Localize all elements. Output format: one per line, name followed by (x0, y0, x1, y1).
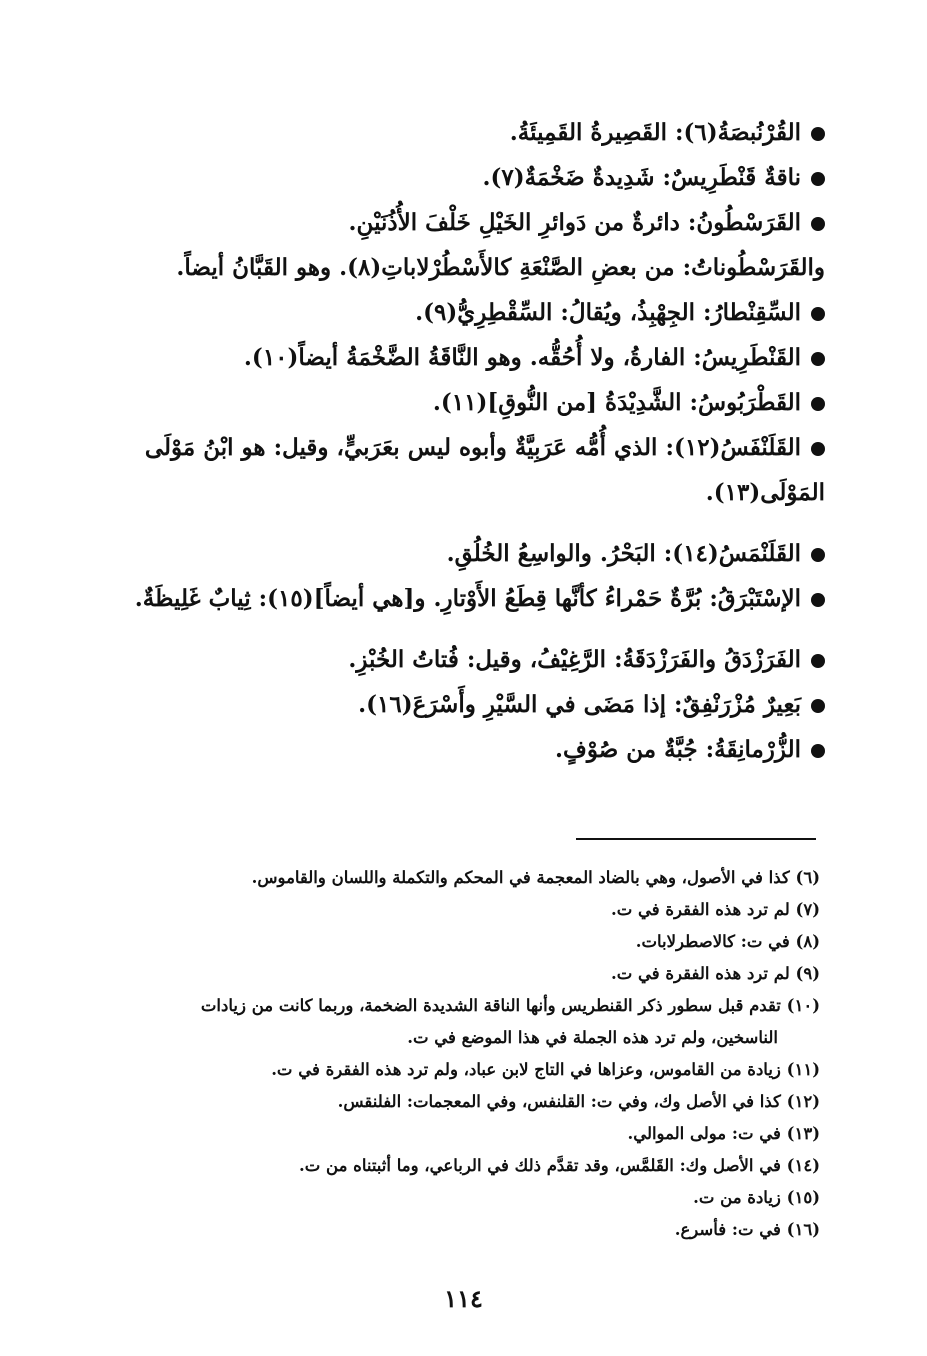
footnote-12 (90, 1086, 820, 1118)
footnote-text: كذا في الأصل وك، وفي ت: القلنفس، وفي المعجمات: الفلنقس. (337, 1092, 781, 1111)
footnote-number: (١٤) (786, 1156, 820, 1175)
footnote-15 (90, 1182, 820, 1214)
footnote-11 (90, 1054, 820, 1086)
entry-text: الإسْتَبْرَقُ: بُرَّةٌ حَمْراءُ كأنَّها قِطَعُ الأَوْتارِ. و[هي أيضاً](١٥): ثِيابٌ غَلِيظَةٌ. (134, 585, 801, 612)
entry-muzranfiq (90, 682, 825, 727)
footnote-6 (90, 862, 820, 894)
bullet-icon (811, 548, 825, 562)
footnote-number: (١٥) (786, 1188, 820, 1207)
footnote-9 (90, 958, 820, 990)
entry-qarastun (90, 200, 825, 245)
footnote-text: لم ترد هذه الفقرة في ت. (610, 964, 790, 983)
footnote-text: زيادة من ت. (693, 1188, 781, 1207)
footnote-text: تقدم قبل سطور ذكر القنطريس وأنها الناقة الشديدة الضخمة، وربما كانت من زيادات (200, 996, 781, 1015)
footnote-number: (١٦) (786, 1220, 820, 1239)
entry-text: القَرَسْطُونُ: دائرةٌ من دَوائرِ الخَيْلِ خَلْفَ الأُذُنَيْنِ. (348, 209, 801, 236)
footnote-10 (90, 990, 820, 1022)
footnote-14 (90, 1150, 820, 1182)
bullet-icon (811, 352, 825, 366)
footnote-text: في ت: كالاصطرلابات. (635, 932, 790, 951)
entry-text: السِّقِنْطارُ: الجِهْبِذُ، ويُقالُ: السِّقْطِرِيُّ(٩). (415, 299, 801, 326)
footnote-text: الناسخين، ولم ترد هذه الجملة في هذا الموضع في ت. (407, 1028, 778, 1047)
entry-text: القَلَنْفَسُ(١٢): الذي أُمُّه عَرَبِيَّةٌ وأبوه ليس بعَرَبيٍّ، وقيل: هو ابْنُ مَوْلَى المَوْلَى(١٣). (144, 434, 825, 506)
bullet-icon (811, 217, 825, 231)
footnote-7 (90, 894, 820, 926)
entry-text: ناقةٌ قَنْطَرِيسٌ: شَدِيدةٌ ضَخْمَةٌ(٧). (482, 164, 801, 191)
entry-qantaris (90, 335, 825, 380)
entry-qatrabus (90, 380, 825, 425)
main-text (90, 110, 825, 772)
footnote-text: كذا في الأصول، وهي بالضاد المعجمة في المحكم والتكملة واللسان والقاموس. (251, 868, 790, 887)
footnote-text: في الأصل وك: القَلمَّس، وقد تقدَّم ذلك في الرباعي، وما أثبتناه من ت. (299, 1156, 781, 1175)
bullet-icon (811, 307, 825, 321)
footnote-text: في ت: مولى الموالي. (627, 1124, 781, 1143)
footnote-text: في ت: فأسرع. (674, 1220, 781, 1239)
footnote-8 (90, 926, 820, 958)
entry-text: الفَرَزْدَقُ والفَرَزْدَقَةُ: الرَّغِيْفُ، وقيل: فُتاتُ الخُبْزِ. (348, 646, 801, 673)
bullet-icon (811, 172, 825, 186)
bullet-icon (811, 442, 825, 456)
bullet-icon (811, 397, 825, 411)
entry-farazdaq (90, 637, 825, 682)
entry-text: القَنْطَرِيسُ: الفارةُ، ولا أُحُقُّه. وهو النَّاقَةُ الضَّخْمَةُ أيضاً(١٠). (243, 344, 801, 371)
entry-text: والقَرَسْطُوناتُ: من بعضِ الصَّنْعَةِ كالأَسْطُرْلاباتِ(٨). وهو القَبَّانُ أيضاً. (176, 254, 825, 281)
footnote-text: لم ترد هذه الفقرة في ت. (610, 900, 790, 919)
entry-zurmaniqa (90, 727, 825, 772)
entry-text: الزُّرْمانِقَةُ: جُبَّةٌ من صُوْفٍ. (555, 736, 801, 763)
entry-text: القَلَنْمَسُ(١٤): البَحْرُ. والواسِعُ الخُلُقِ. (446, 540, 801, 567)
entry-qurnubsa (90, 110, 825, 155)
page-number: ١١٤ (444, 1284, 483, 1313)
footnote-text: زيادة من القاموس، وعزاها في التاج لابن عباد، ولم ترد هذه الفقرة في ت. (271, 1060, 781, 1079)
footnote-number: (١٢) (786, 1092, 820, 1111)
bullet-icon (811, 654, 825, 668)
entry-qalanfas (90, 425, 825, 515)
footnote-10-continued (90, 1022, 820, 1054)
entry-siqintar (90, 290, 825, 335)
bullet-icon (811, 699, 825, 713)
entry-qarastunat (90, 245, 825, 290)
footnote-number: (١١) (786, 1060, 820, 1079)
entry-text: القُرْنُبصَةُ(٦): القَصِيرةُ القَمِيئَةُ. (509, 119, 801, 146)
footnote-number: (١٣) (786, 1124, 820, 1143)
footnote-number: (٧) (795, 900, 820, 919)
footnotes (90, 862, 820, 1246)
bullet-icon (811, 127, 825, 141)
footnote-number: (٩) (795, 964, 820, 983)
footnote-number: (٦) (795, 868, 820, 887)
bullet-icon (811, 744, 825, 758)
footnote-number: (١٠) (786, 996, 820, 1015)
footnote-number: (٨) (795, 932, 820, 951)
entry-naqa-qantaris (90, 155, 825, 200)
entry-text: القَطْرَبُوسُ: الشَّدِيْدَةُ [من النُّوقِ](١١). (432, 389, 801, 416)
entry-text: بَعِيرٌ مُزْرَنْفِقٌ: إذا مَضَى في السَّيْرِ وأَسْرَعَ(١٦). (358, 691, 801, 718)
footnote-13 (90, 1118, 820, 1150)
bullet-icon (811, 593, 825, 607)
entry-qalanmas (90, 531, 825, 576)
footnote-divider (576, 838, 816, 840)
entry-istabraq (90, 576, 825, 621)
footnote-16 (90, 1214, 820, 1246)
